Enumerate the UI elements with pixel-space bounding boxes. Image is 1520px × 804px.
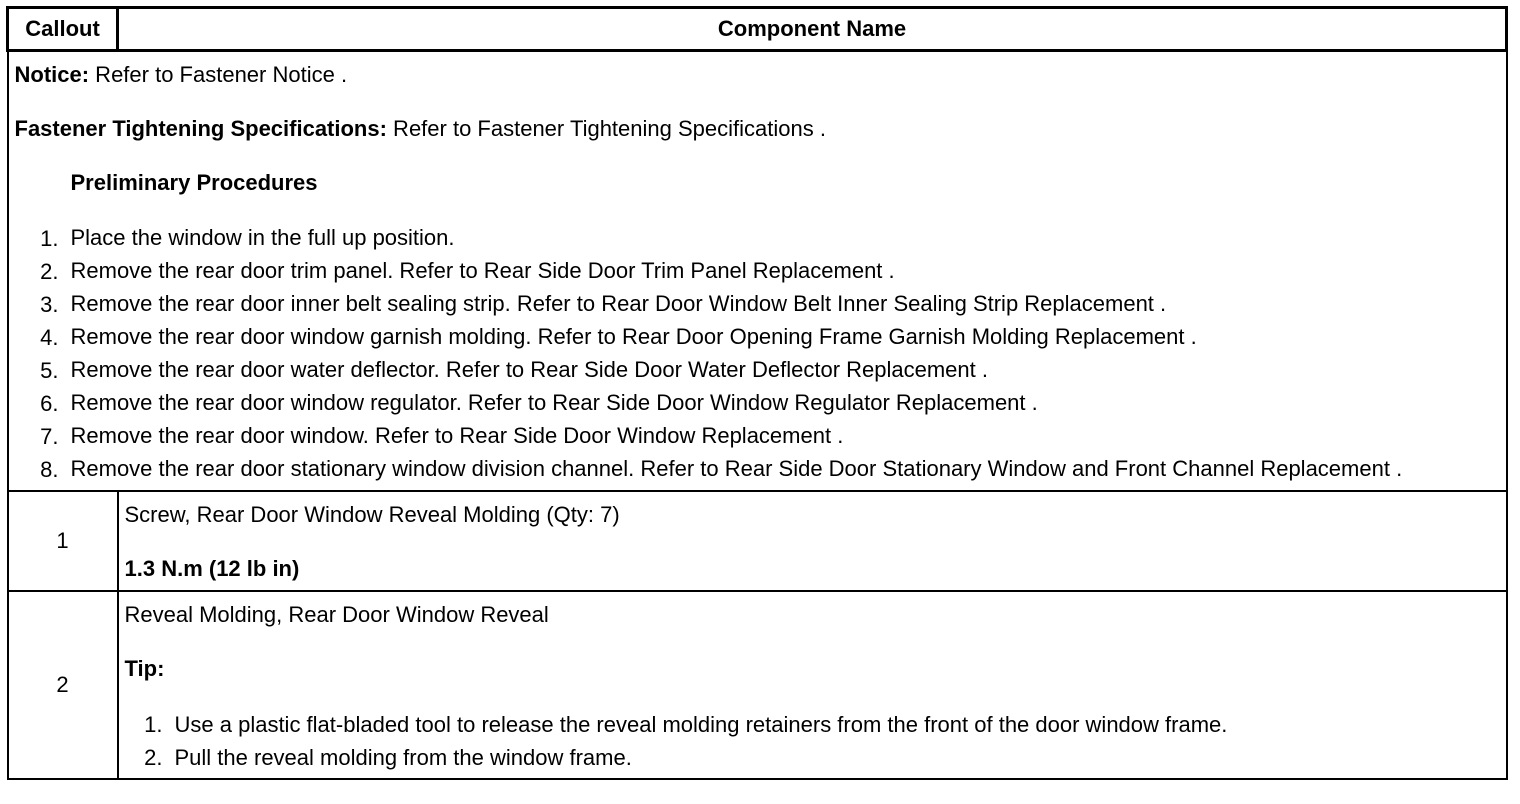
tip-text: Use a plastic flat-bladed tool to release the reveal molding retainers from the front of the door window frame. (174, 712, 1228, 737)
tip-number: 1. (144, 712, 163, 737)
component-name-header: Component Name (118, 8, 1507, 51)
step-number: 5. (40, 358, 59, 383)
step-text: Remove the rear door water deflector. Refer to Rear Side Door Water Deflector Replacement . (70, 357, 988, 382)
spec-line (15, 114, 1500, 144)
list-item (15, 222, 1500, 255)
component-description (118, 591, 1507, 779)
tip-list (125, 708, 1500, 774)
tip-label: Tip: (124, 656, 165, 681)
notice-line (15, 60, 1500, 90)
step-text: Remove the rear door inner belt sealing strip. Refer to Rear Door Window Belt Inner Sealing Strip Replacement . (70, 291, 1167, 316)
step-text: Remove the rear door window. Refer to Rear Side Door Window Replacement . (70, 423, 844, 448)
notes-row (8, 51, 1507, 492)
table-header-row (8, 8, 1507, 51)
step-number: 4. (40, 325, 59, 350)
list-item (15, 255, 1500, 288)
step-number: 3. (40, 292, 59, 317)
list-item (125, 741, 1500, 774)
step-text: Remove the rear door stationary window division channel. Refer to Rear Side Door Stationary Window and Front Channel Replacement . (70, 456, 1403, 481)
table-row (8, 491, 1507, 591)
list-item (15, 387, 1500, 420)
torque-spec (125, 554, 1500, 584)
list-item (125, 708, 1500, 741)
list-item (15, 321, 1500, 354)
list-item (15, 420, 1500, 453)
component-name: Reveal Molding, Rear Door Window Reveal (124, 602, 549, 627)
step-text: Place the window in the full up position. (70, 225, 455, 250)
procedure-list (15, 222, 1500, 486)
list-item (15, 288, 1500, 321)
step-number: 7. (40, 424, 59, 449)
step-number: 1. (40, 226, 59, 251)
preliminary-procedures-title: Preliminary Procedures (70, 170, 318, 195)
notes-cell (8, 51, 1507, 492)
list-item (15, 354, 1500, 387)
component-name: Screw, Rear Door Window Reveal Molding (Qty: 7) (124, 502, 620, 527)
torque-value: 1.3 N.m (12 lb in) (124, 556, 300, 581)
tip-line (125, 654, 1500, 684)
step-number: 2. (40, 259, 59, 284)
step-text: Remove the rear door trim panel. Refer to Rear Side Door Trim Panel Replacement . (70, 258, 895, 283)
notice-label: Notice: (14, 62, 90, 87)
component-table (6, 6, 1508, 780)
list-item (15, 453, 1500, 486)
callout-number: 2 (8, 591, 118, 779)
callout-header: Callout (8, 8, 118, 51)
spec-text: Refer to Fastener Tightening Specifications . (386, 116, 826, 141)
step-text: Remove the rear door window garnish molding. Refer to Rear Door Opening Frame Garnish Molding Replacement . (70, 324, 1197, 349)
spec-label: Fastener Tightening Specifications: (14, 116, 387, 141)
step-number: 6. (40, 391, 59, 416)
component-description (118, 491, 1507, 591)
notice-text: Refer to Fastener Notice . (89, 62, 348, 87)
tip-text: Pull the reveal molding from the window frame. (174, 745, 632, 770)
tip-number: 2. (144, 745, 163, 770)
callout-number: 1 (8, 491, 118, 591)
step-text: Remove the rear door window regulator. Refer to Rear Side Door Window Regulator Replacement . (70, 390, 1038, 415)
step-number: 8. (40, 457, 59, 482)
table-row (8, 591, 1507, 779)
